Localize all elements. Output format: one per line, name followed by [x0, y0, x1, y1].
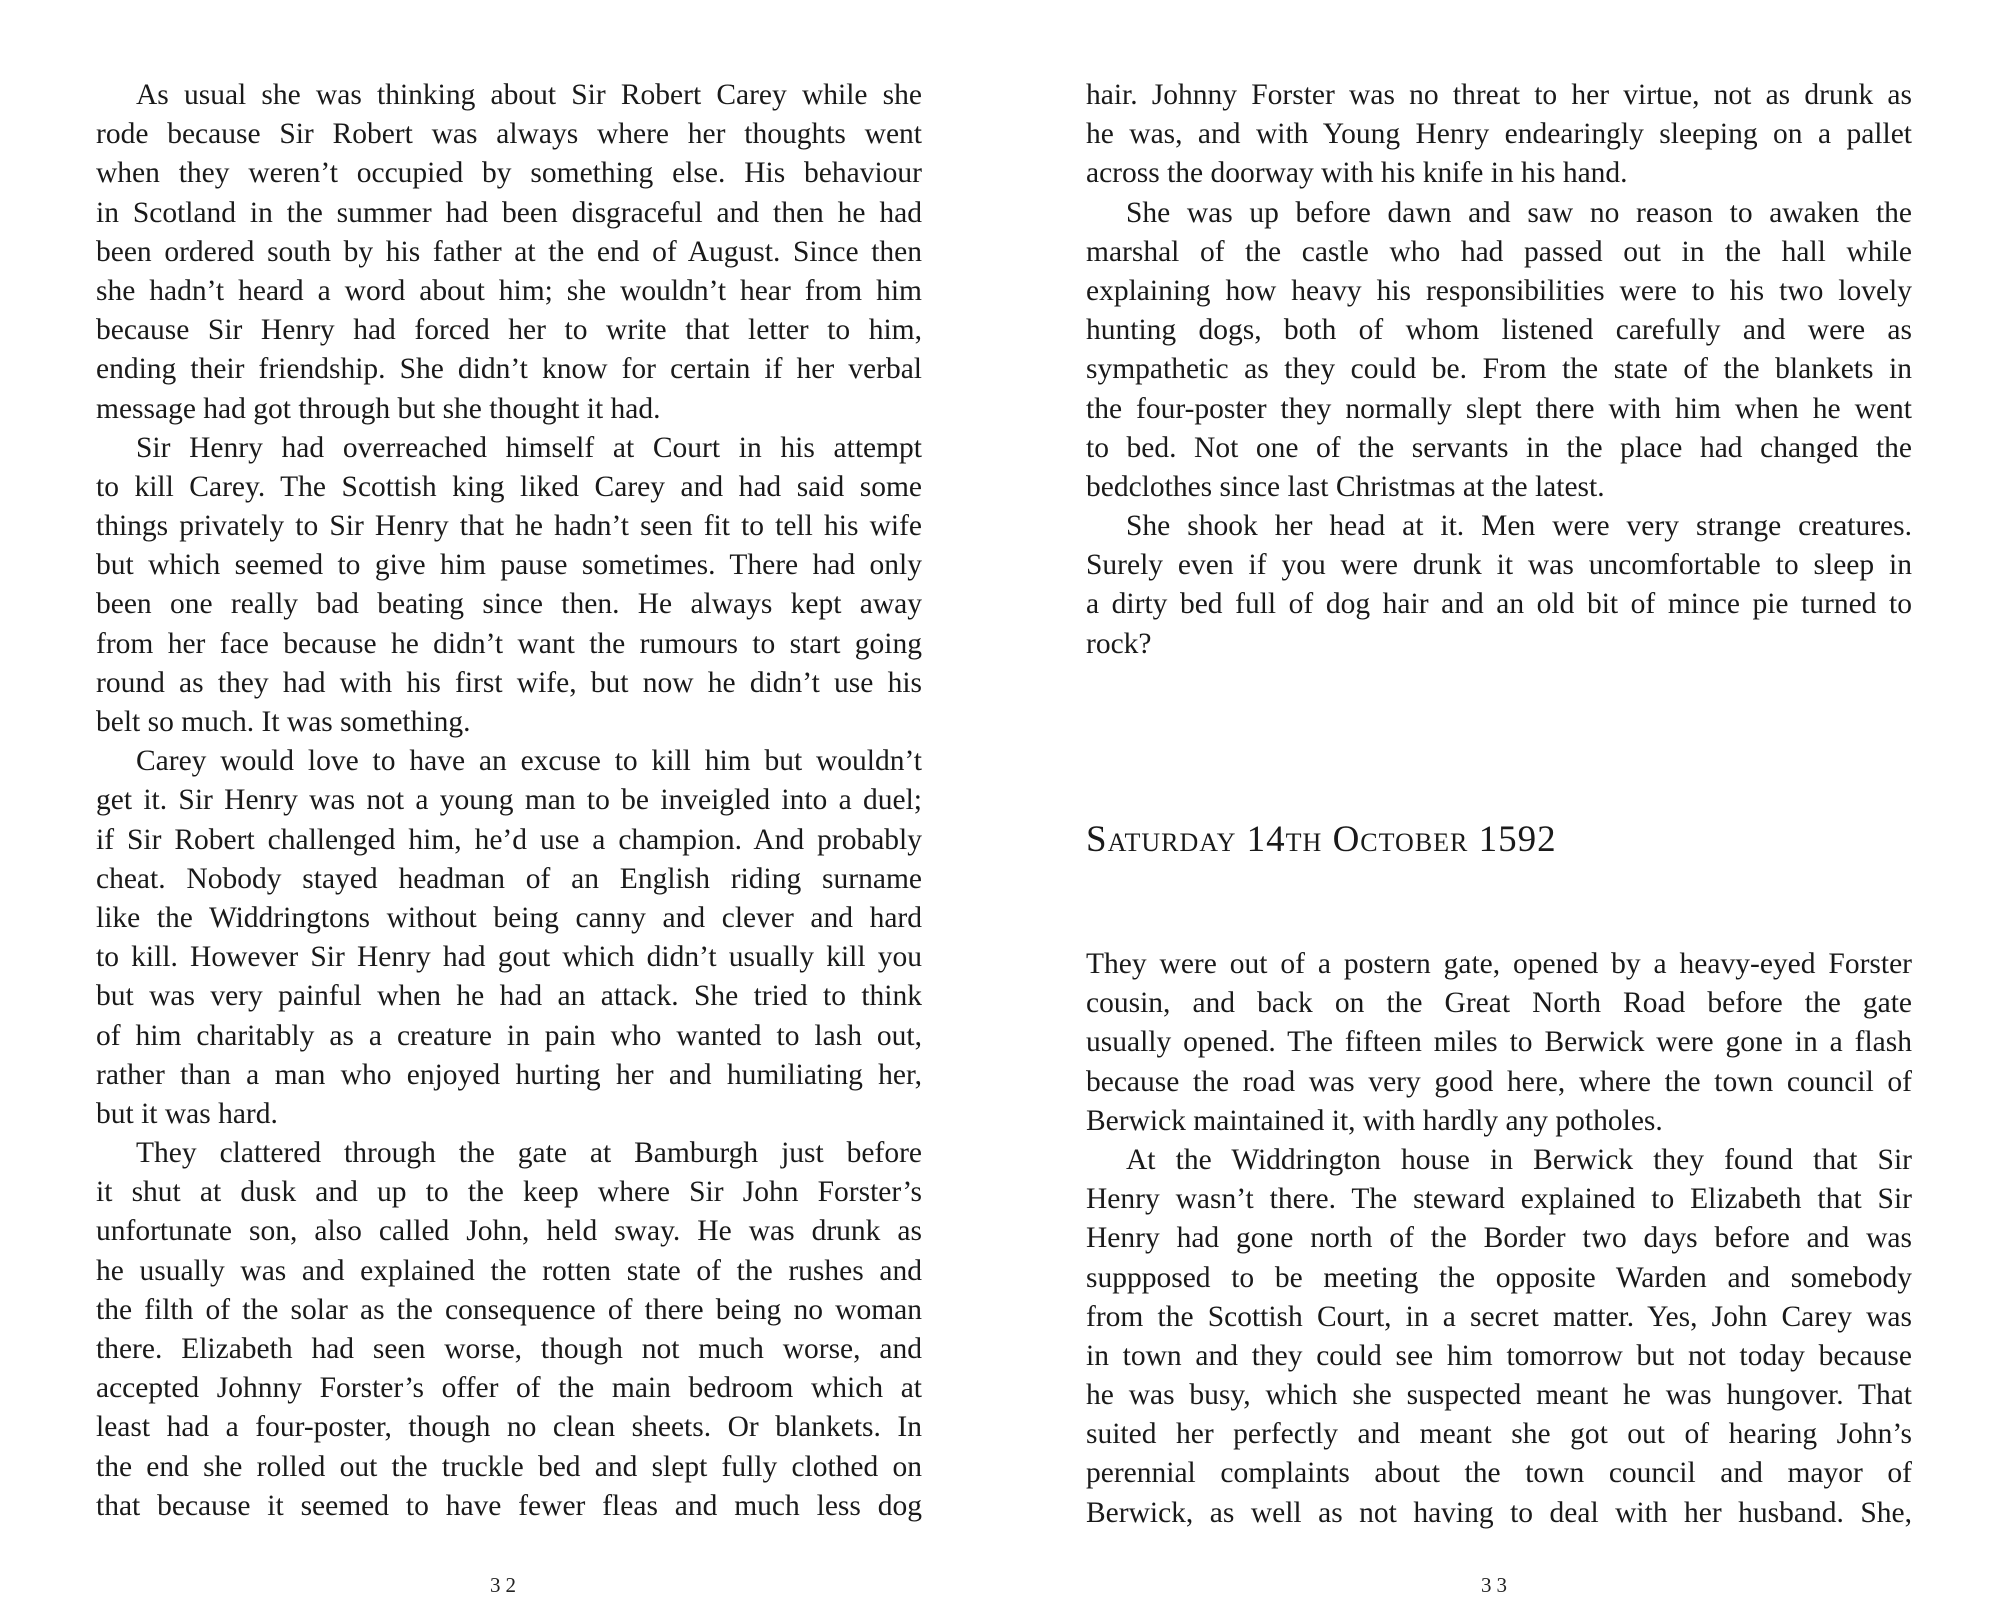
text-line: They clattered through the gate at Bamburgh just before — [136, 1137, 922, 1170]
text-line: but was very painful when he had an attack. She tried to think — [96, 980, 922, 1013]
text-line: rock? — [1086, 627, 1152, 660]
text-line: As usual she was thinking about Sir Robert Carey while she — [136, 79, 922, 111]
text-line: usually opened. The fifteen miles to Berwick were gone in a flash — [1086, 1026, 1912, 1059]
text-line: he was busy, which she suspected meant he was hungover. That — [1086, 1379, 1912, 1412]
right-page-number: 33 — [1481, 1573, 1512, 1597]
text-line: from her face because he didn’t want the rumours to start going — [96, 627, 922, 660]
text-line: message had got through but she thought it had. — [96, 392, 661, 425]
text-line: hair. Johnny Forster was no threat to her virtue, not as drunk as — [1086, 79, 1912, 111]
left-page-number: 32 — [490, 1573, 521, 1597]
text-line: in town and they could see him tomorrow but not today because — [1086, 1339, 1912, 1372]
text-line: They were out of a postern gate, opened by a heavy-eyed Forster — [1086, 948, 1912, 980]
text-line: She shook her head at it. Men were very strange creatures. — [1126, 510, 1912, 543]
text-line: Berwick maintained it, with hardly any potholes. — [1086, 1104, 1663, 1137]
text-line: the filth of the solar as the consequence of there being no woman — [96, 1293, 922, 1326]
text-line: get it. Sir Henry was not a young man to be inveigled into a duel; — [96, 784, 922, 817]
text-line: the four-poster they normally slept there with him when he went — [1086, 392, 1912, 425]
text-line: suited her perfectly and meant she got out of hearing John’s — [1086, 1418, 1912, 1451]
text-line: if Sir Robert challenged him, he’d use a champion. And probably — [96, 823, 922, 856]
text-line: cousin, and back on the Great North Road before the gate — [1086, 987, 1912, 1020]
text-line: cheat. Nobody stayed headman of an English riding surname — [96, 862, 922, 895]
left-page-text — [96, 76, 922, 1526]
text-line: least had a four-poster, though no clean sheets. Or blankets. In — [96, 1411, 922, 1444]
text-line: Surely even if you were drunk it was uncomfortable to sleep in — [1086, 549, 1912, 582]
text-line: she hadn’t heard a word about him; she wouldn’t hear from him — [96, 274, 922, 307]
text-line: because the road was very good here, where the town council of — [1086, 1065, 1912, 1098]
text-line: he usually was and explained the rotten state of the rushes and — [96, 1254, 922, 1287]
text-line: Sir Henry had overreached himself at Court in his attempt — [136, 431, 922, 464]
text-line: to kill Carey. The Scottish king liked Carey and had said some — [96, 470, 922, 503]
text-line: perennial complaints about the town council and mayor of — [1086, 1457, 1912, 1490]
text-line: Henry had gone north of the Border two days before and was — [1086, 1222, 1912, 1255]
text-line: to kill. However Sir Henry had gout which didn’t usually kill you — [96, 941, 922, 974]
text-line: when they weren’t occupied by something else. His behaviour — [96, 157, 922, 190]
text-line: he was, and with Young Henry endearingly sleeping on a pallet — [1086, 118, 1912, 151]
text-line: from the Scottish Court, in a secret matter. Yes, John Carey was — [1086, 1300, 1912, 1333]
right-page-upper-text — [1086, 76, 1912, 664]
text-line: been one really bad beating since then. He always kept away — [96, 588, 922, 621]
text-line: accepted Johnny Forster’s offer of the main bedroom which at — [96, 1372, 922, 1405]
text-line: She was up before dawn and saw no reason to awaken the — [1126, 196, 1912, 229]
text-line: belt so much. It was something. — [96, 706, 471, 738]
text-line: but it was hard. — [96, 1097, 278, 1130]
text-line: of him charitably as a creature in pain who wanted to lash out, — [96, 1019, 922, 1052]
text-line: to bed. Not one of the servants in the place had changed the — [1086, 431, 1912, 464]
text-line: sympathetic as they could be. From the state of the blankets in — [1086, 353, 1912, 386]
text-line: it shut at dusk and up to the keep where Sir John Forster’s — [96, 1176, 922, 1209]
text-line: unfortunate son, also called John, held sway. He was drunk as — [96, 1215, 922, 1248]
text-line: the end she rolled out the truckle bed and slept fully clothed on — [96, 1450, 922, 1483]
chapter-heading: Saturday 14th October 1592 — [1086, 819, 1557, 860]
text-line: suppposed to be meeting the opposite Warden and somebody — [1086, 1261, 1912, 1294]
text-line: bedclothes since last Christmas at the latest. — [1086, 470, 1605, 503]
text-line: like the Widdringtons without being canny and clever and hard — [96, 901, 922, 934]
text-line: because Sir Henry had forced her to write that letter to him, — [96, 314, 922, 347]
text-line: At the Widdrington house in Berwick they found that Sir — [1126, 1143, 1912, 1176]
text-line: across the doorway with his knife in his hand. — [1086, 157, 1628, 190]
text-line: things privately to Sir Henry that he hadn’t seen fit to tell his wife — [96, 510, 922, 543]
text-line: been ordered south by his father at the end of August. Since then — [96, 235, 922, 268]
text-line: marshal of the castle who had passed out in the hall while — [1086, 235, 1912, 268]
text-line: that because it seemed to have fewer fleas and much less dog — [96, 1489, 922, 1522]
text-line: round as they had with his first wife, but now he didn’t use his — [96, 666, 922, 699]
text-line: rather than a man who enjoyed hurting her and humiliating her, — [96, 1058, 922, 1091]
text-line: there. Elizabeth had seen worse, though not much worse, and — [96, 1333, 922, 1365]
text-line: but which seemed to give him pause sometimes. There had only — [96, 549, 922, 582]
text-line: Henry wasn’t there. The steward explained to Elizabeth that Sir — [1086, 1183, 1912, 1216]
text-line: explaining how heavy his responsibilities were to his two lovely — [1086, 274, 1912, 307]
text-line: Berwick, as well as not having to deal with her husband. She, — [1086, 1496, 1912, 1529]
text-line: hunting dogs, both of whom listened carefully and were as — [1086, 314, 1912, 347]
right-page-lower-text — [1086, 945, 1912, 1533]
text-line: rode because Sir Robert was always where her thoughts went — [96, 118, 922, 151]
text-line: Carey would love to have an excuse to kill him but wouldn’t — [136, 745, 922, 778]
text-line: ending their friendship. She didn’t know for certain if her verbal — [96, 353, 922, 386]
text-line: in Scotland in the summer had been disgraceful and then he had — [96, 196, 922, 229]
text-line: a dirty bed full of dog hair and an old bit of mince pie turned to — [1086, 588, 1912, 621]
